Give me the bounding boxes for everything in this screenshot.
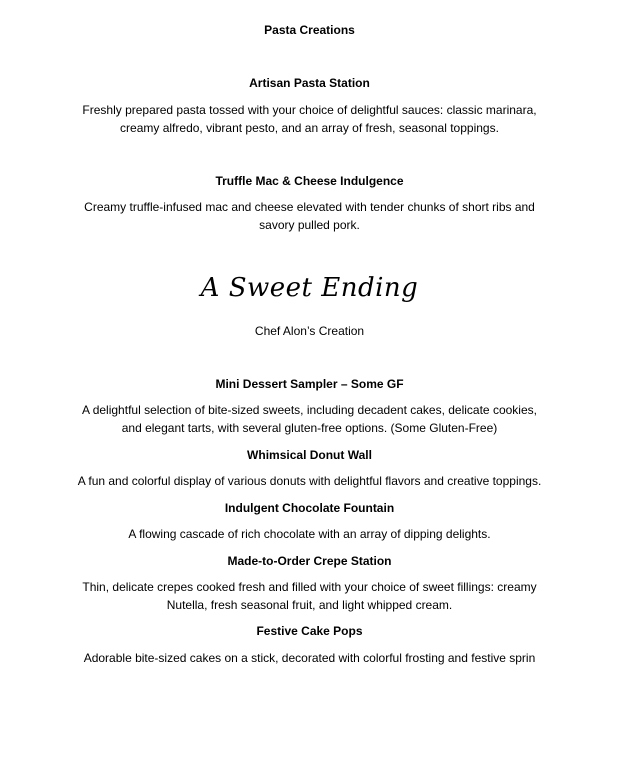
item-desc-dessert-sampler-2: and elegant tarts, with several gluten-free options. (Some Gluten-Free) <box>121 421 498 435</box>
item-name-artisan-pasta: Artisan Pasta Station <box>249 76 370 90</box>
section-subtitle-dessert: Chef Alon’s Creation <box>254 324 365 338</box>
item-desc-artisan-pasta-2: creamy alfredo, vibrant pesto, and an array of fresh, seasonal toppings. <box>120 121 499 135</box>
item-desc-truffle-mac-2: savory pulled pork. <box>259 218 360 232</box>
section-title-pasta: Pasta Creations <box>264 23 355 37</box>
item-name-cake-pops: Festive Cake Pops <box>256 624 363 638</box>
item-name-crepe-station: Made-to-Order Crepe Station <box>227 554 392 568</box>
section-title-dessert-script: A Sweet Ending <box>200 273 419 303</box>
item-desc-cake-pops-1: Adorable bite-sized cakes on a stick, decorated with colorful frosting and festive sprin <box>83 651 536 665</box>
item-name-donut-wall: Whimsical Donut Wall <box>247 448 372 462</box>
item-desc-chocolate-fountain-1: A flowing cascade of rich chocolate with an array of dipping delights. <box>128 527 491 541</box>
item-desc-truffle-mac-1: Creamy truffle-infused mac and cheese elevated with tender chunks of short ribs and <box>84 200 535 214</box>
item-name-chocolate-fountain: Indulgent Chocolate Fountain <box>224 501 395 515</box>
item-desc-crepe-station-2: Nutella, fresh seasonal fruit, and light whipped cream. <box>166 598 453 612</box>
item-name-dessert-sampler: Mini Dessert Sampler – Some GF <box>215 377 404 391</box>
item-desc-artisan-pasta-1: Freshly prepared pasta tossed with your choice of delightful sauces: classic marinara, <box>82 103 537 117</box>
item-desc-dessert-sampler-1: A delightful selection of bite-sized sweets, including decadent cakes, delicate cookies, <box>82 403 537 417</box>
item-desc-donut-wall-1: A fun and colorful display of various donuts with delightful flavors and creative toppings. <box>77 474 542 488</box>
item-desc-crepe-station-1: Thin, delicate crepes cooked fresh and filled with your choice of sweet fillings: creamy <box>82 580 537 594</box>
item-name-truffle-mac: Truffle Mac & Cheese Indulgence <box>215 174 404 188</box>
